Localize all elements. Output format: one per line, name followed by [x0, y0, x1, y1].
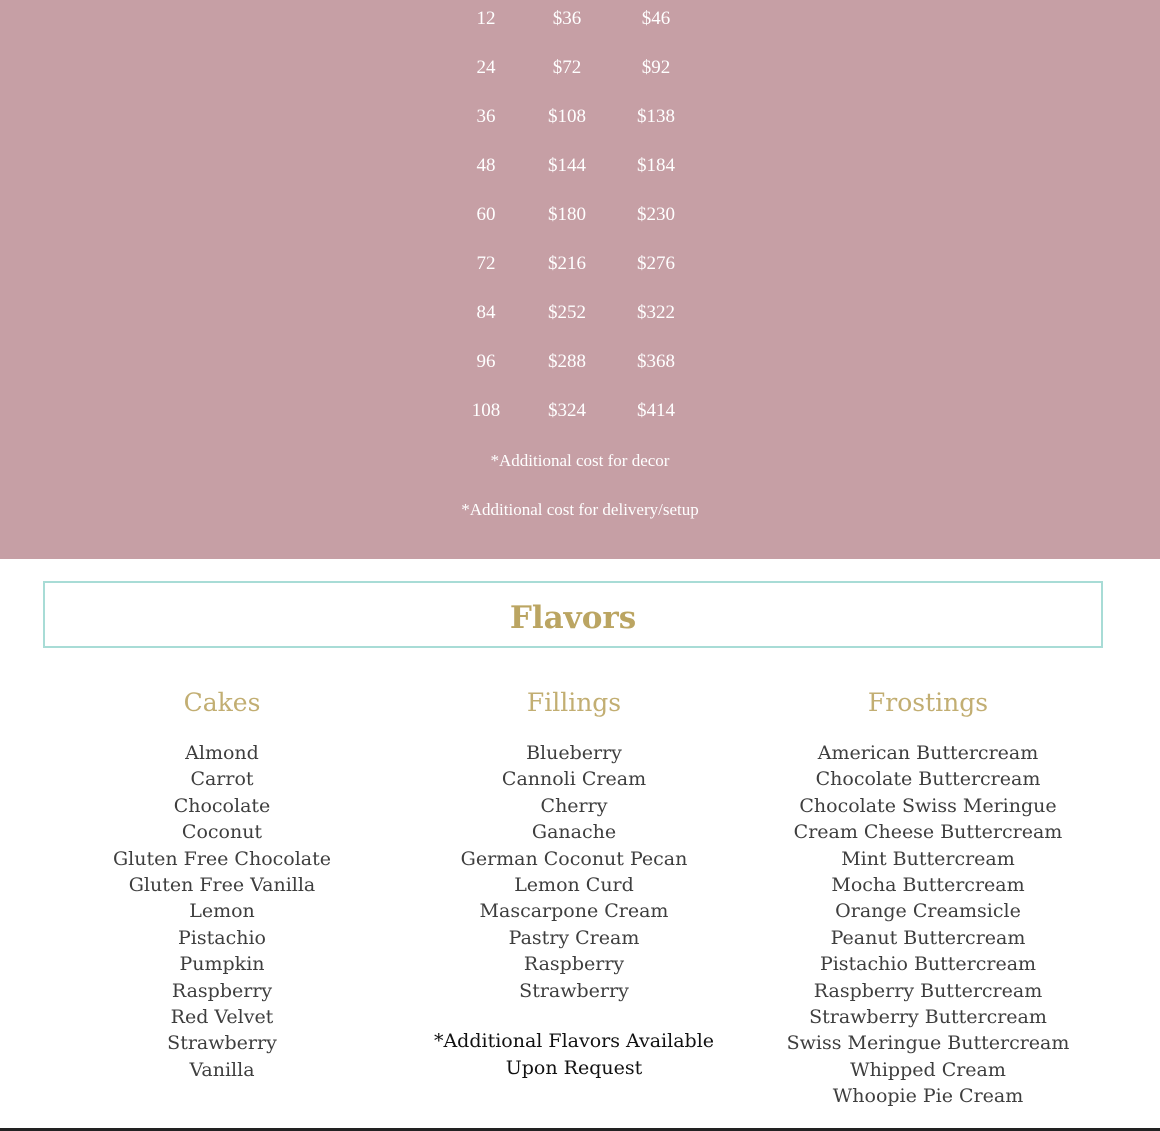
price-row [0, 298, 1160, 328]
cakes-item: Strawberry [167, 1032, 277, 1055]
fillings-item: Cannoli Cream [501, 768, 647, 791]
fillings-item: Ganache [531, 821, 617, 844]
price-a: $216 [548, 253, 586, 274]
price-row [0, 347, 1160, 377]
price-a: $180 [548, 204, 586, 225]
cakes-item: Pumpkin [179, 953, 265, 976]
fillings-column [394, 686, 754, 1082]
price-b: $276 [637, 253, 675, 274]
fillings-item: Raspberry [523, 953, 625, 976]
fillings-item: Cherry [540, 794, 608, 817]
additional-flavors-line2: Upon Request [505, 1057, 643, 1080]
price-b: $138 [637, 106, 675, 127]
frostings-title: Frostings [867, 688, 989, 717]
price-qty: 48 [476, 155, 496, 176]
price-b: $414 [637, 400, 675, 421]
frostings-item: Mocha Buttercream [831, 874, 1025, 897]
frostings-item: Mint Buttercream [841, 847, 1015, 870]
price-a: $36 [552, 8, 582, 29]
note-decor: *Additional cost for decor [490, 451, 670, 470]
fillings-list [394, 740, 754, 1004]
price-a: $144 [548, 155, 586, 176]
fillings-item: Lemon Curd [514, 874, 634, 897]
price-row [0, 200, 1160, 230]
cakes-item: Carrot [190, 768, 254, 791]
fillings-item: Mascarpone Cream [479, 900, 669, 923]
fillings-item: Strawberry [519, 979, 629, 1002]
price-a: $324 [548, 400, 586, 421]
price-row [0, 151, 1160, 181]
price-b: $92 [641, 57, 671, 78]
price-b: $368 [637, 351, 675, 372]
price-qty: 24 [476, 57, 496, 78]
frostings-item: American Buttercream [817, 742, 1039, 764]
frostings-item: Whoopie Pie Cream [832, 1085, 1024, 1108]
cakes-item: Gluten Free Chocolate [112, 847, 332, 870]
cakes-item: Lemon [189, 900, 255, 923]
price-qty: 96 [476, 351, 496, 372]
fillings-item: Pastry Cream [508, 926, 640, 949]
frostings-item: Peanut Buttercream [830, 926, 1026, 949]
price-b: $184 [637, 155, 675, 176]
price-qty: 60 [476, 204, 496, 225]
price-a: $108 [548, 106, 586, 127]
price-row [0, 53, 1160, 83]
cakes-list [42, 740, 402, 1083]
price-b: $230 [637, 204, 675, 225]
frostings-item: Cream Cheese Buttercream [793, 821, 1063, 844]
fillings-item: Blueberry [526, 742, 622, 764]
frostings-item: Chocolate Swiss Meringue [799, 794, 1057, 817]
cakes-item: Almond [185, 742, 259, 764]
price-a: $288 [548, 351, 586, 372]
additional-flavors-line1: *Additional Flavors Available [433, 1030, 715, 1053]
price-qty: 108 [471, 400, 501, 421]
price-qty: 12 [476, 8, 496, 29]
price-b: $46 [641, 8, 671, 29]
price-row [0, 249, 1160, 279]
cakes-item: Gluten Free Vanilla [128, 874, 316, 897]
cakes-item: Raspberry [171, 979, 273, 1002]
price-b: $322 [637, 302, 675, 323]
flavors-title: Flavors [509, 600, 637, 636]
cakes-item: Red Velvet [170, 1006, 274, 1029]
price-a: $252 [548, 302, 586, 323]
price-row [0, 102, 1160, 132]
price-row [0, 4, 1160, 34]
frostings-item: Raspberry Buttercream [813, 979, 1043, 1002]
cakes-item: Pistachio [178, 926, 266, 949]
price-qty: 84 [476, 302, 496, 323]
price-qty: 36 [476, 106, 496, 127]
frostings-column [748, 686, 1108, 1110]
frostings-list [748, 740, 1108, 1110]
fillings-item: German Coconut Pecan [460, 847, 688, 870]
price-qty: 72 [476, 253, 496, 274]
frostings-item: Strawberry Buttercream [809, 1006, 1047, 1029]
frostings-item: Whipped Cream [850, 1058, 1006, 1081]
cakes-item: Vanilla [189, 1058, 255, 1081]
cakes-column [42, 686, 402, 1083]
note-delivery: *Additional cost for delivery/setup [461, 500, 699, 519]
cakes-item: Chocolate [173, 794, 271, 817]
additional-flavors-note [394, 1028, 754, 1082]
price-a: $72 [552, 57, 582, 78]
frostings-item: Swiss Meringue Buttercream [786, 1032, 1070, 1055]
pricing-section [0, 0, 1160, 559]
cakes-item: Coconut [181, 821, 263, 844]
frostings-item: Orange Creamsicle [835, 900, 1021, 923]
price-row [0, 396, 1160, 426]
frostings-item: Chocolate Buttercream [815, 768, 1041, 791]
flavors-heading-box [43, 581, 1103, 648]
cakes-title: Cakes [183, 688, 261, 717]
frostings-item: Pistachio Buttercream [819, 953, 1037, 976]
fillings-title: Fillings [526, 688, 622, 717]
